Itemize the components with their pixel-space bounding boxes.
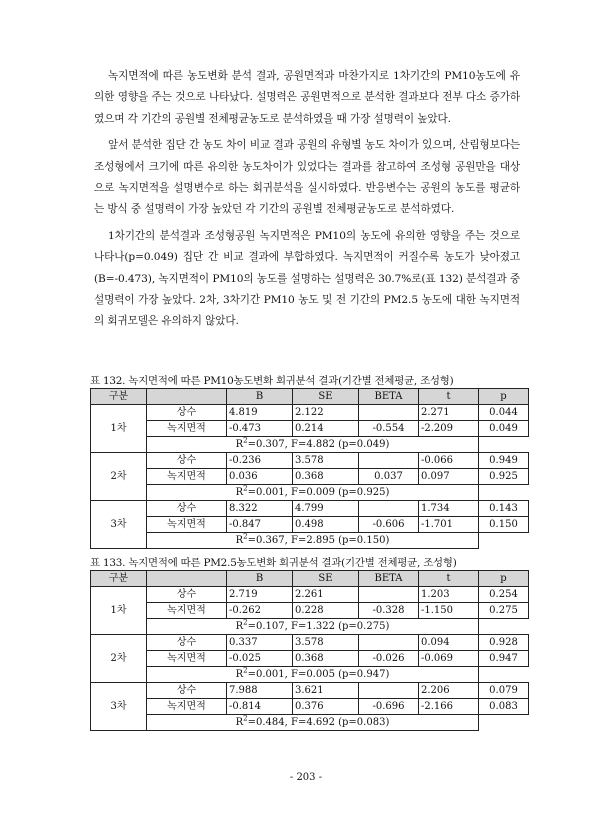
header-cell: 구분 [91,389,147,405]
beta-cell: -0.606 [359,517,419,533]
beta-cell [359,587,419,603]
model-stat-row [91,437,529,453]
period-label: 3차 [91,683,147,731]
variable-cell: 상수 [147,683,227,699]
se-cell: 0.376 [293,699,359,715]
r-squared-exponent: 2 [243,714,248,723]
header-cell: 구분 [91,571,147,587]
table-row [91,501,529,517]
header-cell: SE [293,571,359,587]
beta-cell [359,501,419,517]
table-132 [90,388,529,549]
se-cell: 3.578 [293,635,359,651]
se-cell: 3.621 [293,683,359,699]
se-cell: 0.368 [293,469,359,485]
p-cell: 0.275 [479,603,529,619]
table-row [91,651,529,667]
beta-cell [359,453,419,469]
t-cell: -0.066 [419,453,479,469]
model-stat-row [91,667,529,683]
b-cell: -0.847 [227,517,293,533]
model-stat-row [91,715,529,731]
table-row [91,469,529,485]
t-cell: 1.203 [419,587,479,603]
r-squared-exponent: 2 [243,666,248,675]
se-cell: 0.498 [293,517,359,533]
header-cell: B [227,571,293,587]
t-cell: -2.209 [419,421,479,437]
b-cell: -0.025 [227,651,293,667]
table-header-row [91,389,529,405]
t-cell: 0.097 [419,469,479,485]
p-cell: 0.049 [479,421,529,437]
variable-cell: 녹지면적 [147,699,227,715]
r-squared-symbol: R [235,438,244,450]
variable-cell: 상수 [147,453,227,469]
variable-cell: 녹지면적 [147,517,227,533]
model-stat-row [91,619,529,635]
table-row [91,587,529,603]
header-cell: p [479,571,529,587]
b-cell: 0.337 [227,635,293,651]
b-cell: 4.819 [227,405,293,421]
p-cell: 0.254 [479,587,529,603]
variable-cell: 상수 [147,587,227,603]
t-cell: 2.271 [419,405,479,421]
table-row [91,517,529,533]
p-cell: 0.150 [479,517,529,533]
t-cell: 1.734 [419,501,479,517]
variable-cell: 상수 [147,635,227,651]
table-header-row [91,571,529,587]
variable-cell: 상수 [147,405,227,421]
model-stat-cell [147,485,479,501]
p-cell: 0.925 [479,469,529,485]
table-133-caption: 표 133. 녹지면적에 따른 PM2.5농도변화 회귀분석 결과(기간별 전체평균, 조성형) [90,557,457,569]
se-cell: 0.368 [293,651,359,667]
p-cell: 0.079 [479,683,529,699]
variable-cell: 녹지면적 [147,421,227,437]
t-cell: 2.206 [419,683,479,699]
header-cell [147,571,227,587]
table-132-caption: 표 132. 녹지면적에 따른 PM10농도변화 회귀분석 결과(기간별 전체평균, 조성형) [90,375,454,387]
model-stat-cell [147,533,479,549]
paragraph-1: 녹지면적에 따른 농도변화 분석 결과, 공원면적과 마찬가지로 1차기간의 PM10농도에 유의한 영향을 주는 것으로 나타났다. 설명력은 공원면적으로 분석한 결과보다 전부 다소 증가하였으며 각 기간의 공원별 전체평균농도로 분석하였을 때 가장 설명력이 높았다. [94,70,520,125]
se-cell: 3.578 [293,453,359,469]
variable-cell: 녹지면적 [147,469,227,485]
header-cell: t [419,571,479,587]
b-cell: -0.236 [227,453,293,469]
period-label: 1차 [91,405,147,453]
period-label: 2차 [91,453,147,501]
r-squared-exponent: 2 [243,436,248,445]
header-cell: BETA [359,389,419,405]
beta-cell [359,683,419,699]
se-cell: 0.214 [293,421,359,437]
b-cell: -0.814 [227,699,293,715]
header-cell [147,389,227,405]
model-stat-cell [147,667,479,683]
b-cell: -0.262 [227,603,293,619]
t-cell: -1.150 [419,603,479,619]
b-cell: 0.036 [227,469,293,485]
period-label: 1차 [91,587,147,635]
t-cell: -2.166 [419,699,479,715]
period-label: 2차 [91,635,147,683]
t-cell: 0.094 [419,635,479,651]
se-cell: 2.261 [293,587,359,603]
model-stat-text: =0.367, F=2.895 (p=0.150) [247,534,390,546]
period-label: 3차 [91,501,147,549]
beta-cell: -0.696 [359,699,419,715]
p-cell: 0.947 [479,651,529,667]
page-number: - 203 - [289,772,323,783]
b-cell: -0.473 [227,421,293,437]
beta-cell: -0.554 [359,421,419,437]
table-133 [90,570,529,731]
model-stat-text: =0.484, F=4.692 (p=0.083) [247,716,390,728]
model-stat-cell [147,619,479,635]
se-cell: 0.228 [293,603,359,619]
model-stat-text: =0.001, F=0.005 (p=0.947) [247,668,390,680]
p-cell: 0.949 [479,453,529,469]
model-stat-cell [147,437,479,453]
se-cell: 4.799 [293,501,359,517]
table-row [91,603,529,619]
b-cell: 8.322 [227,501,293,517]
paragraph-3: 1차기간의 분석결과 조성형공원 녹지면적은 PM10의 농도에 유의한 영향을 주는 것으로 나타나(p=0.049) 집단 간 비교 결과에 부합하였다. 녹지면적이 커질수록 농도가 낮아졌고(B=-0.473), 녹지면적이 PM10의 농도를 설명하는 설명력은 30.7%로(표 132) 분석결과 중 설명력이 가장 높았다. 2차, 3차기간 PM10 농도 및 전 기간의 PM2.5 농도에 대한 녹지면적의 회귀모델은 유의하지 않았다. [94,229,520,328]
b-cell: 7.988 [227,683,293,699]
p-cell: 0.083 [479,699,529,715]
header-cell: BETA [359,571,419,587]
r-squared-symbol: R [235,534,244,546]
p-cell: 0.044 [479,405,529,421]
t-cell: -0.069 [419,651,479,667]
r-squared-symbol: R [235,486,244,498]
beta-cell [359,635,419,651]
variable-cell: 상수 [147,501,227,517]
beta-cell [359,405,419,421]
variable-cell: 녹지면적 [147,651,227,667]
header-cell: p [479,389,529,405]
header-cell: t [419,389,479,405]
model-stat-row [91,485,529,501]
r-squared-exponent: 2 [243,618,248,627]
r-squared-symbol: R [235,668,244,680]
t-cell: -1.701 [419,517,479,533]
model-stat-text: =0.001, F=0.009 (p=0.925) [247,486,390,498]
table-row [91,405,529,421]
table-row [91,453,529,469]
beta-cell: -0.328 [359,603,419,619]
r-squared-symbol: R [235,716,244,728]
model-stat-cell [147,715,479,731]
table-row [91,635,529,651]
table-row [91,683,529,699]
header-cell: B [227,389,293,405]
beta-cell: -0.026 [359,651,419,667]
r-squared-exponent: 2 [243,532,248,541]
beta-cell: 0.037 [359,469,419,485]
paragraph-2: 앞서 분석한 집단 간 농도 차이 비교 결과 공원의 유형별 농도 차이가 있으며, 산림형보다는 조성형에서 크기에 따른 유의한 농도차이가 있었다는 결과를 참고하여 조성형 공원만을 대상으로 녹지면적을 설명변수로 하는 회귀분석을 실시하였다. 반응변수는 공원의 농도를 평균하는 방식 중 설명력이 가장 높았던 각 기간의 공원별 전체평균농도로 분석하였다. [94,139,520,216]
table-row [91,699,529,715]
r-squared-symbol: R [235,620,244,632]
r-squared-exponent: 2 [243,484,248,493]
model-stat-text: =0.307, F=4.882 (p=0.049) [247,438,390,450]
b-cell: 2.719 [227,587,293,603]
variable-cell: 녹지면적 [147,603,227,619]
se-cell: 2.122 [293,405,359,421]
p-cell: 0.143 [479,501,529,517]
table-row [91,421,529,437]
model-stat-text: =0.107, F=1.322 (p=0.275) [247,620,390,632]
model-stat-row [91,533,529,549]
body-text [94,66,520,338]
p-cell: 0.928 [479,635,529,651]
header-cell: SE [293,389,359,405]
